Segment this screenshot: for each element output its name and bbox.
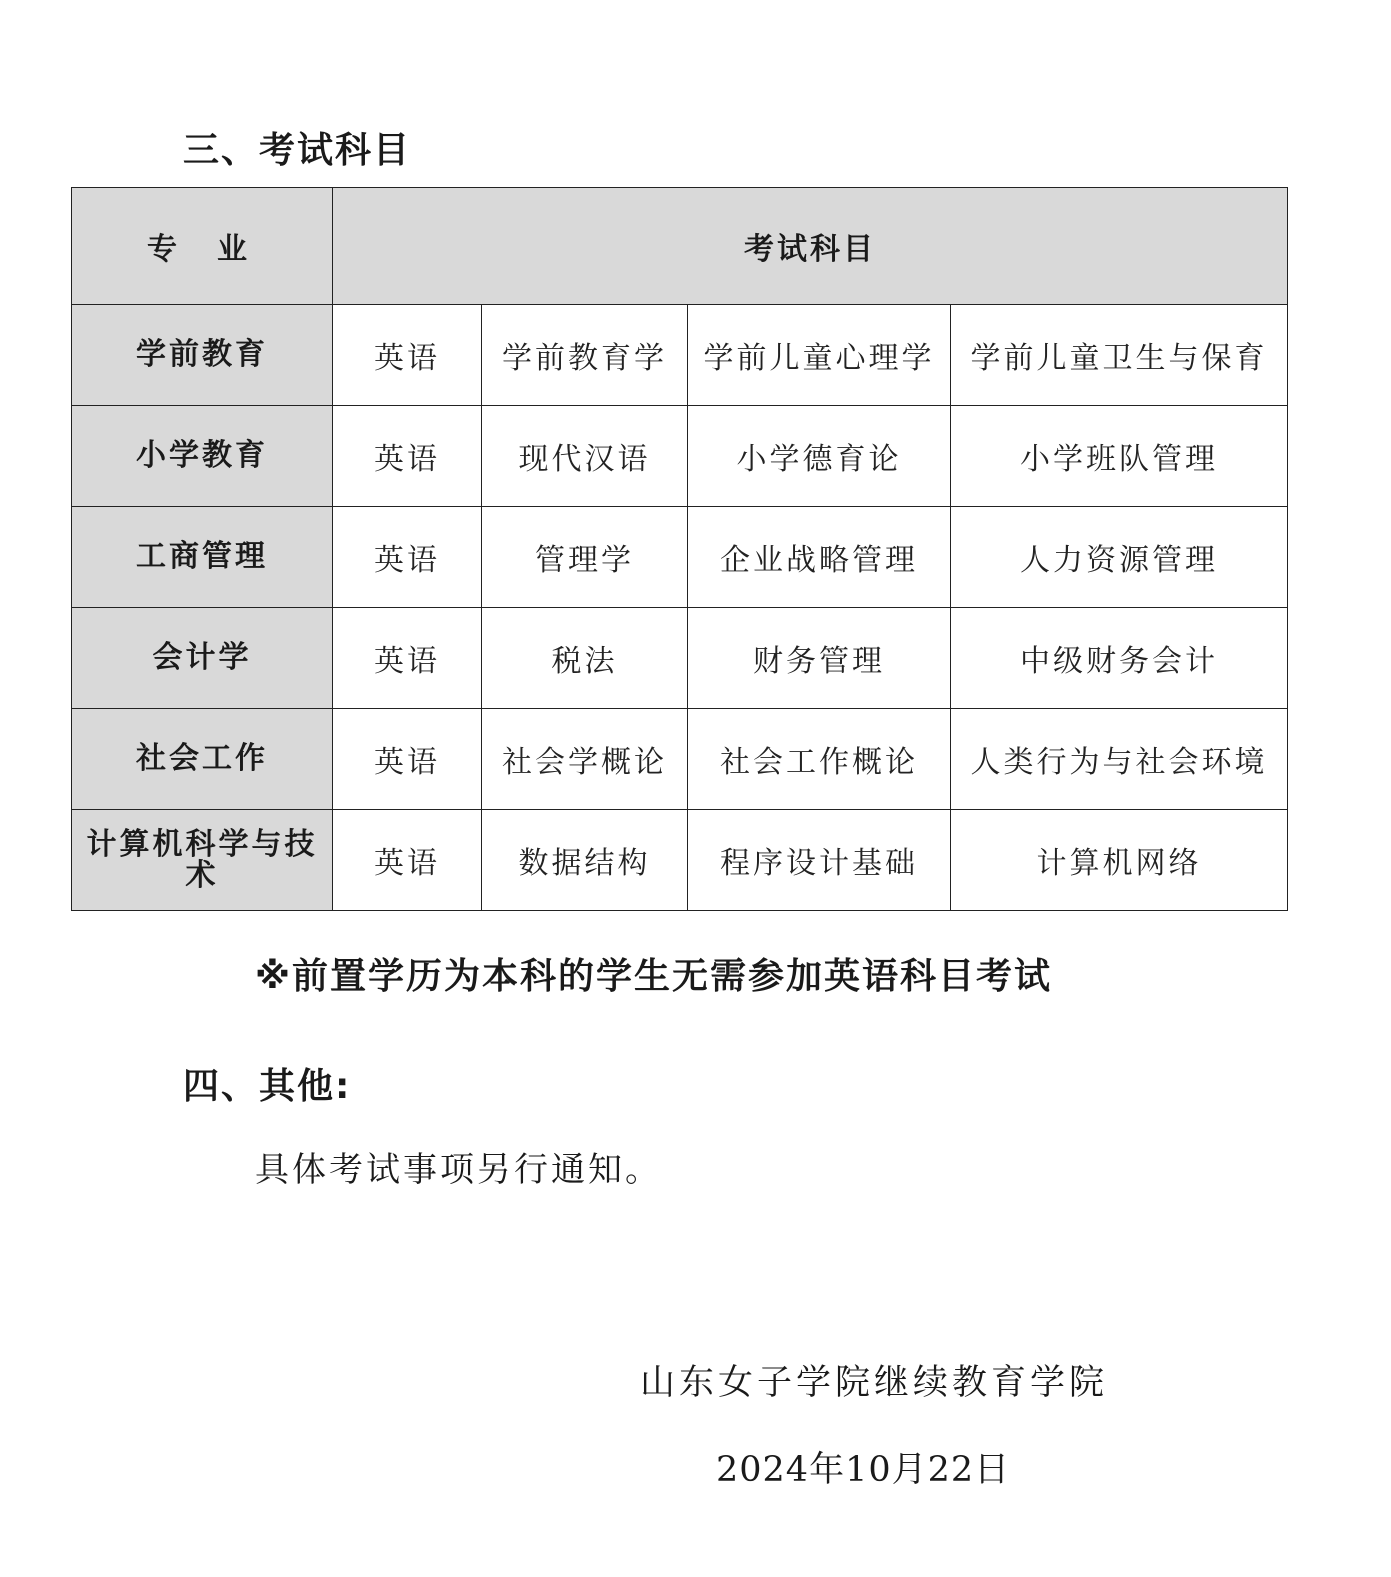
subject-cell: 社会工作概论 (688, 709, 951, 810)
header-exam-subjects: 考试科目 (333, 188, 1288, 305)
subject-cell: 社会学概论 (482, 709, 688, 810)
subject-cell: 英语 (333, 507, 482, 608)
subject-cell: 小学德育论 (688, 406, 951, 507)
subject-cell: 英语 (333, 406, 482, 507)
exam-subjects-table (71, 187, 1288, 911)
table-row (72, 507, 1288, 608)
table-row (72, 406, 1288, 507)
table-row (72, 305, 1288, 406)
subject-cell: 企业战略管理 (688, 507, 951, 608)
subject-cell: 财务管理 (688, 608, 951, 709)
header-major: 专业 (72, 188, 333, 305)
table-row (72, 608, 1288, 709)
major-cell: 小学教育 (72, 406, 333, 507)
table-row (72, 810, 1288, 911)
major-cell: 社会工作 (72, 709, 333, 810)
subject-cell: 学前儿童心理学 (688, 305, 951, 406)
subject-cell: 小学班队管理 (951, 406, 1288, 507)
subject-cell: 英语 (333, 608, 482, 709)
table-row (72, 709, 1288, 810)
subject-cell: 管理学 (482, 507, 688, 608)
subject-cell: 现代汉语 (482, 406, 688, 507)
subject-cell: 学前儿童卫生与保育 (951, 305, 1288, 406)
major-cell: 会计学 (72, 608, 333, 709)
subject-cell: 程序设计基础 (688, 810, 951, 911)
section-4-body: 具体考试事项另行通知。 (255, 1150, 662, 1190)
subject-cell: 人类行为与社会环境 (951, 709, 1288, 810)
subject-cell: 中级财务会计 (951, 608, 1288, 709)
subject-cell: 税法 (482, 608, 688, 709)
subject-cell: 人力资源管理 (951, 507, 1288, 608)
table-header-row (72, 188, 1288, 305)
signature-date: 2024年10月22日 (716, 1450, 1011, 1490)
subject-cell: 英语 (333, 810, 482, 911)
major-cell: 工商管理 (72, 507, 333, 608)
major-cell: 学前教育 (72, 305, 333, 406)
subject-cell: 学前教育学 (482, 305, 688, 406)
english-exemption-note: ※前置学历为本科的学生无需参加英语科目考试 (255, 956, 1052, 997)
major-cell: 计算机科学与技术 (72, 810, 333, 911)
section-4-heading: 四、其他: (183, 1066, 352, 1107)
subject-cell: 计算机网络 (951, 810, 1288, 911)
section-3-heading: 三、考试科目 (183, 130, 412, 171)
subject-cell: 英语 (333, 709, 482, 810)
subject-cell: 数据结构 (482, 810, 688, 911)
signature-organization: 山东女子学院继续教育学院 (640, 1363, 1109, 1403)
subject-cell: 英语 (333, 305, 482, 406)
